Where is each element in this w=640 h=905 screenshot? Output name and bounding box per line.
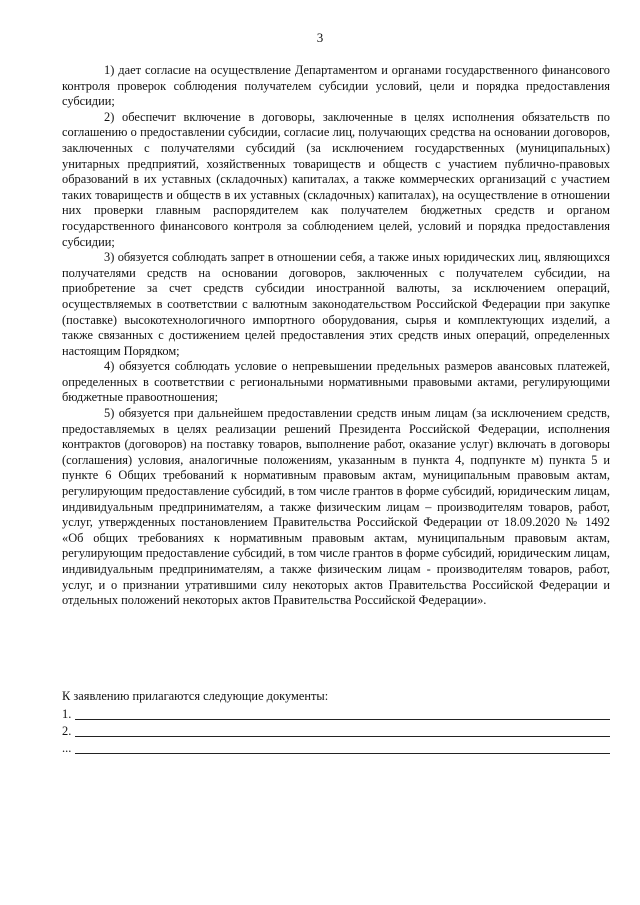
paragraph-advance-payments: 4) обязуется соблюдать условие о непревышении предельных размеров авансовых платежей, определенных в соответствии с региональными нормативными правовыми актами, регулирующими бюджетные правоотношения; (62, 359, 610, 405)
attachment-line (62, 706, 610, 723)
paragraph-further-provision: 5) обязуется при дальнейшем предоставлении средств иным лицам (за исключением средств, предоставляемых в целях реализации решений Президента Российской Федерации, исполнения контрактов (договоров) на поставку товаров, выполнение работ, оказание услуг) включать в договоры (соглашения) условия, аналогичные положениям, указанным в пункта 4, подпункте м) пункта 5 и пункте 6 Общих требований к нормативным правовым актам, муниципальным правовым актам, регулирующим предоставление субсидий, в том числе грантов в форме субсидий, юридическим лицам, индивидуальным предпринимателям, а также физическим лицам – производителям товаров, работ, услуг, утвержденных постановлением Правительства Российской Федерации от 18.09.2020 № 1492 «Об общих требованиях к нормативным правовым актам, муниципальным правовым актам, регулирующим предоставление субсидий, в том числе грантов в форме субсидий, юридическим лицам, индивидуальным предпринимателям, а также физическим лицам - производителям товаров, работ, услуг, и о признании утратившими силу некоторых актов Правительства Российской Федерации и отдельных положений некоторых актов Правительства Российской Федерации». (62, 406, 610, 608)
attachment-number: ... (62, 741, 72, 755)
attachment-number: 2. (62, 724, 72, 738)
paragraph-currency-ban: 3) обязуется соблюдать запрет в отношении себя, а также иных юридических лиц, являющихся получателями средств на основании договоров, заключенных с получателем субсидии, на приобретение за счет средств субсидии иностранной валюты, за исключением операций, осуществляемых в соответствии с валютным законодательством Российской Федерации при закупке (поставке) высокотехнологичного импортного оборудования, сырья и комплектующих изделий, а также связанных с достижением целей предоставления этих средств иных операций, определенных настоящим Порядком; (62, 250, 610, 358)
attachment-line (62, 723, 610, 740)
attachments-title: К заявлению прилагаются следующие документы: (62, 689, 329, 703)
paragraph-contracts: 2) обеспечит включение в договоры, заключенные в целях исполнения обязательств по соглашению о предоставлении субсидии, согласие лиц, получающих средства на основании договоров, заключенных с получателями субсидий (за исключением государственных (муниципальных) унитарных предприятий, хозяйственных товариществ и обществ с участием публично-правовых образований в их уставных (складочных) капиталах, а также коммерческих организаций с участием таких товариществ и обществ в их уставных (складочных) капиталах), на осуществление в отношении них проверки главным распорядителем как получателем бюджетных средств и органом государственного финансового контроля за соблюдением целей, условий и порядка предоставления субсидии; (62, 109, 610, 249)
attachment-line (62, 740, 610, 757)
attachment-blank-field (75, 735, 610, 737)
attachments-section (62, 688, 610, 757)
paragraph-consent: 1) дает согласие на осуществление Департаментом и органами государственного финансового контроля проверок соблюдения получателем субсидии условий, цели и порядка предоставления субсидии; (62, 63, 610, 109)
page-number: 3 (316, 30, 324, 45)
attachment-number: 1. (62, 707, 72, 721)
attachment-blank-field (75, 718, 610, 720)
document-body (62, 63, 610, 609)
attachment-blank-field (75, 752, 610, 754)
